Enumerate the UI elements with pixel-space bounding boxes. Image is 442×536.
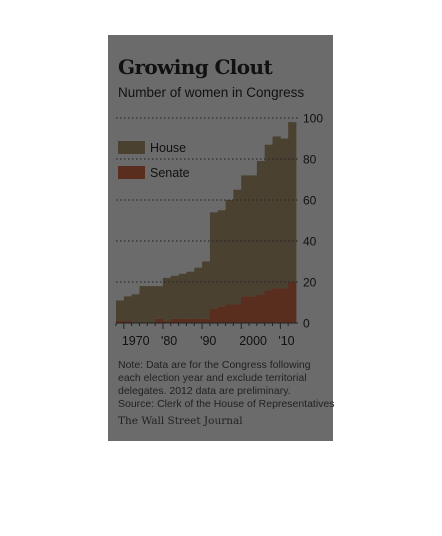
senate-bar-1998 (233, 305, 241, 323)
house-bar-2004 (257, 161, 265, 294)
source-line: Source: Clerk of the House of Representatives (118, 398, 335, 410)
y-tick-label-60: 60 (303, 193, 317, 208)
house-bar-2000 (241, 175, 249, 296)
x-tick-label-2010: '10 (278, 334, 295, 348)
senate-bar-1992 (210, 309, 218, 323)
house-bar-1990 (202, 262, 210, 319)
house-bar-1986 (186, 272, 194, 319)
senate-bar-1982 (171, 319, 179, 323)
house-bar-1980 (163, 278, 171, 321)
y-tick-label-100: 100 (303, 111, 324, 126)
senate-bar-1984 (179, 319, 187, 323)
house-bar-2006 (265, 145, 273, 291)
house-bar-2010 (280, 139, 288, 289)
chart-subtitle: Number of women in Congress (118, 85, 305, 100)
house-bar-1974 (139, 286, 147, 323)
note-line-3: delegates. 2012 data are preliminary. (118, 385, 291, 397)
house-bar-2002 (249, 175, 257, 296)
house-bar-1988 (194, 268, 202, 319)
senate-bar-1996 (226, 305, 234, 323)
senate-bar-2002 (249, 296, 257, 323)
y-tick-label-40: 40 (303, 234, 317, 249)
senate-bar-2000 (241, 296, 249, 323)
senate-bar-1986 (186, 319, 194, 323)
house-bar-1970 (124, 296, 132, 321)
x-tick-label-1980: '80 (160, 334, 178, 348)
senate-bar-2012 (288, 282, 296, 323)
x-tick-label-2000: 2000 (239, 334, 268, 348)
y-tick-label-80: 80 (303, 152, 317, 167)
senate-bar-2010 (280, 288, 288, 323)
legend-swatch-house (118, 141, 145, 154)
house-bar-1996 (226, 200, 234, 305)
chart-title: Growing Clout (118, 55, 273, 79)
senate-bar-1994 (218, 307, 226, 323)
house-bar-2012 (288, 122, 296, 282)
senate-bar-2008 (273, 288, 281, 323)
senate-bar-2006 (265, 290, 273, 323)
x-tick-label-1970: 1970 (121, 334, 150, 348)
legend-label-senate: Senate (150, 166, 190, 180)
house-bar-1984 (179, 274, 187, 319)
senate-bar-1990 (202, 319, 210, 323)
note-line-2: each election year and exclude territorial (118, 372, 307, 384)
house-bar-1978 (155, 286, 163, 319)
house-bar-1998 (233, 190, 241, 305)
senate-bar-2004 (257, 294, 265, 323)
house-bar-1992 (210, 212, 218, 308)
house-bar-1976 (147, 286, 155, 323)
y-tick-label-0: 0 (303, 316, 310, 331)
senate-bar-1988 (194, 319, 202, 323)
legend-label-house: House (150, 141, 187, 155)
x-tick-label-1990: '90 (200, 334, 217, 348)
note-line-1: Note: Data are for the Congress following (118, 359, 311, 371)
legend-swatch-senate (118, 166, 145, 179)
house-bar-1972 (132, 294, 140, 323)
house-bar-1994 (218, 210, 226, 306)
publisher-credit: The Wall Street Journal (118, 415, 243, 427)
house-bar-1968 (116, 300, 124, 321)
y-tick-label-20: 20 (303, 275, 317, 290)
senate-bar-1978 (155, 319, 163, 323)
